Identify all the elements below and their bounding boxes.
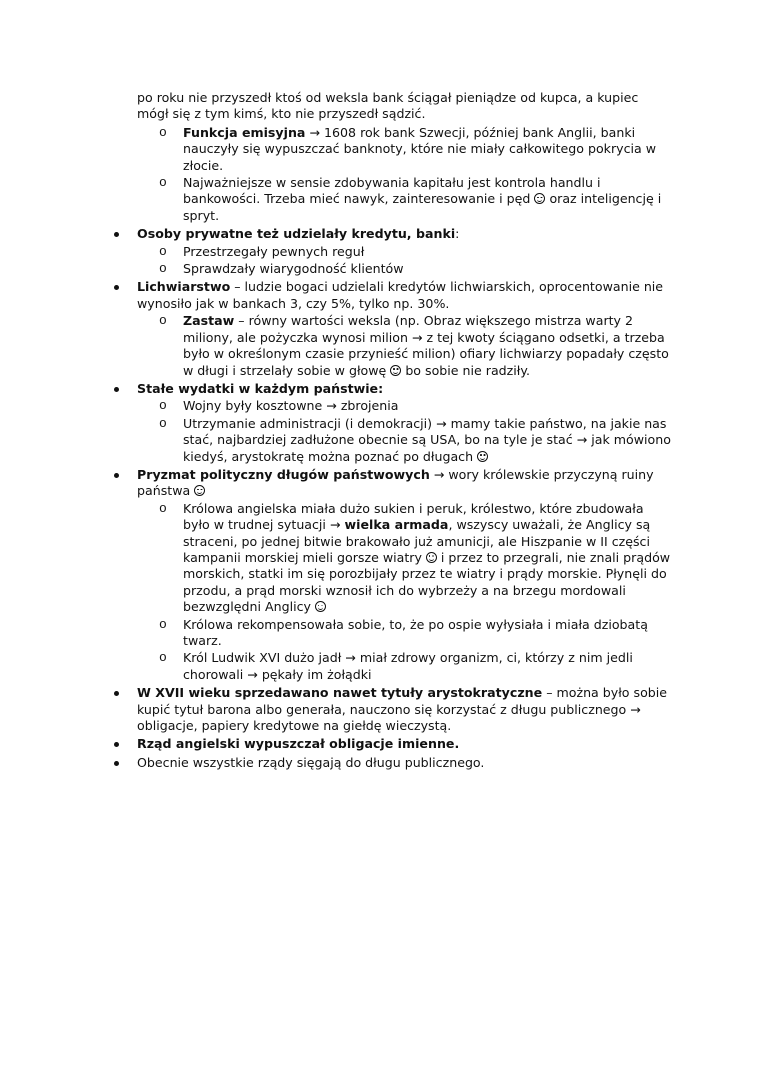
list-item: o Wojny były kosztowne → zbrojenia	[159, 398, 399, 414]
bullet-item: W XVII wieku sprzedawano nawet tytuły arystokratyczne – można było sobie kupić tytuł barona albo generała, nauczono się korzystać z długu publicznego → obligacje, papiery kredytowe na giełdę wieczystą.	[110, 685, 672, 734]
list-item: o Funkcja emisyjna → 1608 rok bank Szwecji, później bank Anglii, banki nauczyły się wypuszczać banknoty, które nie miały całkowitego pokrycia w złocie.	[159, 124, 657, 173]
circle-marker-icon: o	[159, 398, 167, 414]
smiley-icon	[534, 193, 545, 204]
bullet-item: Pryzmat polityczny długów państwowych → wory królewskie przyczyną ruiny państwa	[110, 467, 672, 500]
circle-marker-icon: o	[159, 243, 167, 259]
smiley-icon	[194, 485, 205, 496]
bullet-item: Obecnie wszystkie rządy sięgają do długu publicznego.	[110, 755, 672, 771]
smiley-icon	[426, 552, 437, 563]
document-body	[110, 90, 672, 771]
bullet-item: Stałe wydatki w każdym państwie:	[110, 381, 672, 397]
circle-marker-icon: o	[159, 500, 167, 516]
arrow-icon: →	[576, 432, 588, 448]
bullet-icon	[114, 232, 119, 237]
bullet-item: Lichwiarstwo – ludzie bogaci udzielali kredytów lichwiarskich, oprocentowanie nie wynosiło jak w bankach 3, czy 5%, tylko np. 30%.	[110, 279, 672, 312]
bullet-item: Osoby prywatne też udzielały kredytu, banki:	[110, 226, 672, 242]
smiley-icon	[477, 451, 488, 462]
circle-marker-icon: o	[159, 313, 167, 329]
smiley-icon	[315, 601, 326, 612]
arrow-icon: →	[411, 329, 423, 345]
bullet-item: Rząd angielski wypuszczał obligacje imienne.	[110, 736, 672, 752]
arrow-icon: →	[433, 466, 445, 482]
arrow-icon: →	[309, 124, 320, 140]
list-item: o Królowa rekompensowała sobie, to, że po ospie wyłysiała i miała dziobatą twarz.	[159, 616, 648, 648]
arrow-icon: →	[630, 701, 641, 717]
list-item: o Przestrzegały pewnych reguł	[159, 243, 365, 259]
circle-marker-icon: o	[159, 415, 167, 431]
arrow-icon: →	[326, 398, 337, 414]
smiley-icon	[390, 365, 401, 376]
list-item: o Utrzymanie administracji (i demokracji) → mamy takie państwo, na jakie nas stać, najbardziej zadłużone obecnie są USA, bo na tyle je stać → jak mówiono kiedyś, arystokratę można poznać po długach	[159, 415, 671, 464]
list-item: o Królowa angielska miała dużo sukien i peruk, królestwo, które zbudowała było w trudnej sytuacji → wielka armada, wszyscy uważali, że Anglicy są straceni, po jednej bitwie brakowało już amunicji, ale Hiszpanie w II części kampanii morskiej mieli gorsze wiatry i przez to przegrali, nie znali prądów morskich, statki im się porozbijały przez te wiatry i prądy morskie. Płynęli do przodu, a prąd morski wznosił ich do wybrzeży a na brzegu mordowali bezwzględni Anglicy	[159, 500, 671, 615]
list-item: o Król Ludwik XVI dużo jadł → miał zdrowy organizm, ci, którzy z nim jedli chorowali → pękały im żołądki	[159, 650, 633, 682]
bullet-icon	[114, 285, 119, 290]
circle-marker-icon: o	[159, 261, 167, 277]
list-item: o Zastaw – równy wartości weksla (np. Obraz większego mistrza warty 2 miliony, ale pożyczka wynosi milion → z tej kwoty ściągano odsetki, a trzeba było w określonym czasie przynieść milion) ofiary lichwiarzy popadały często w długi i strzelały sobie w głowę bo sobie nie radziły.	[159, 313, 669, 378]
arrow-icon: →	[436, 415, 447, 431]
bullet-icon	[114, 761, 119, 766]
circle-marker-icon: o	[159, 650, 167, 666]
circle-marker-icon: o	[159, 124, 167, 140]
arrow-icon: →	[247, 666, 258, 682]
arrow-icon: →	[345, 650, 356, 666]
bullet-icon	[114, 387, 119, 392]
bullet-icon	[114, 691, 119, 696]
circle-marker-icon: o	[159, 616, 167, 632]
intro-paragraph: po roku nie przyszedł ktoś od weksla bank ściągał pieniądze od kupca, a kupiec mógł się z tym kimś, kto nie przyszedł sądzić.	[137, 90, 639, 122]
bullet-icon	[114, 742, 119, 747]
list-item: o Sprawdzały wiarygodność klientów	[159, 261, 404, 277]
circle-marker-icon: o	[159, 175, 167, 191]
arrow-icon: →	[329, 517, 341, 533]
list-item: o Najważniejsze w sensie zdobywania kapitału jest kontrola handlu i bankowości. Trzeba mieć nawyk, zainteresowanie i pęd oraz inteligencję i spryt.	[159, 175, 662, 223]
bullet-icon	[114, 473, 119, 478]
